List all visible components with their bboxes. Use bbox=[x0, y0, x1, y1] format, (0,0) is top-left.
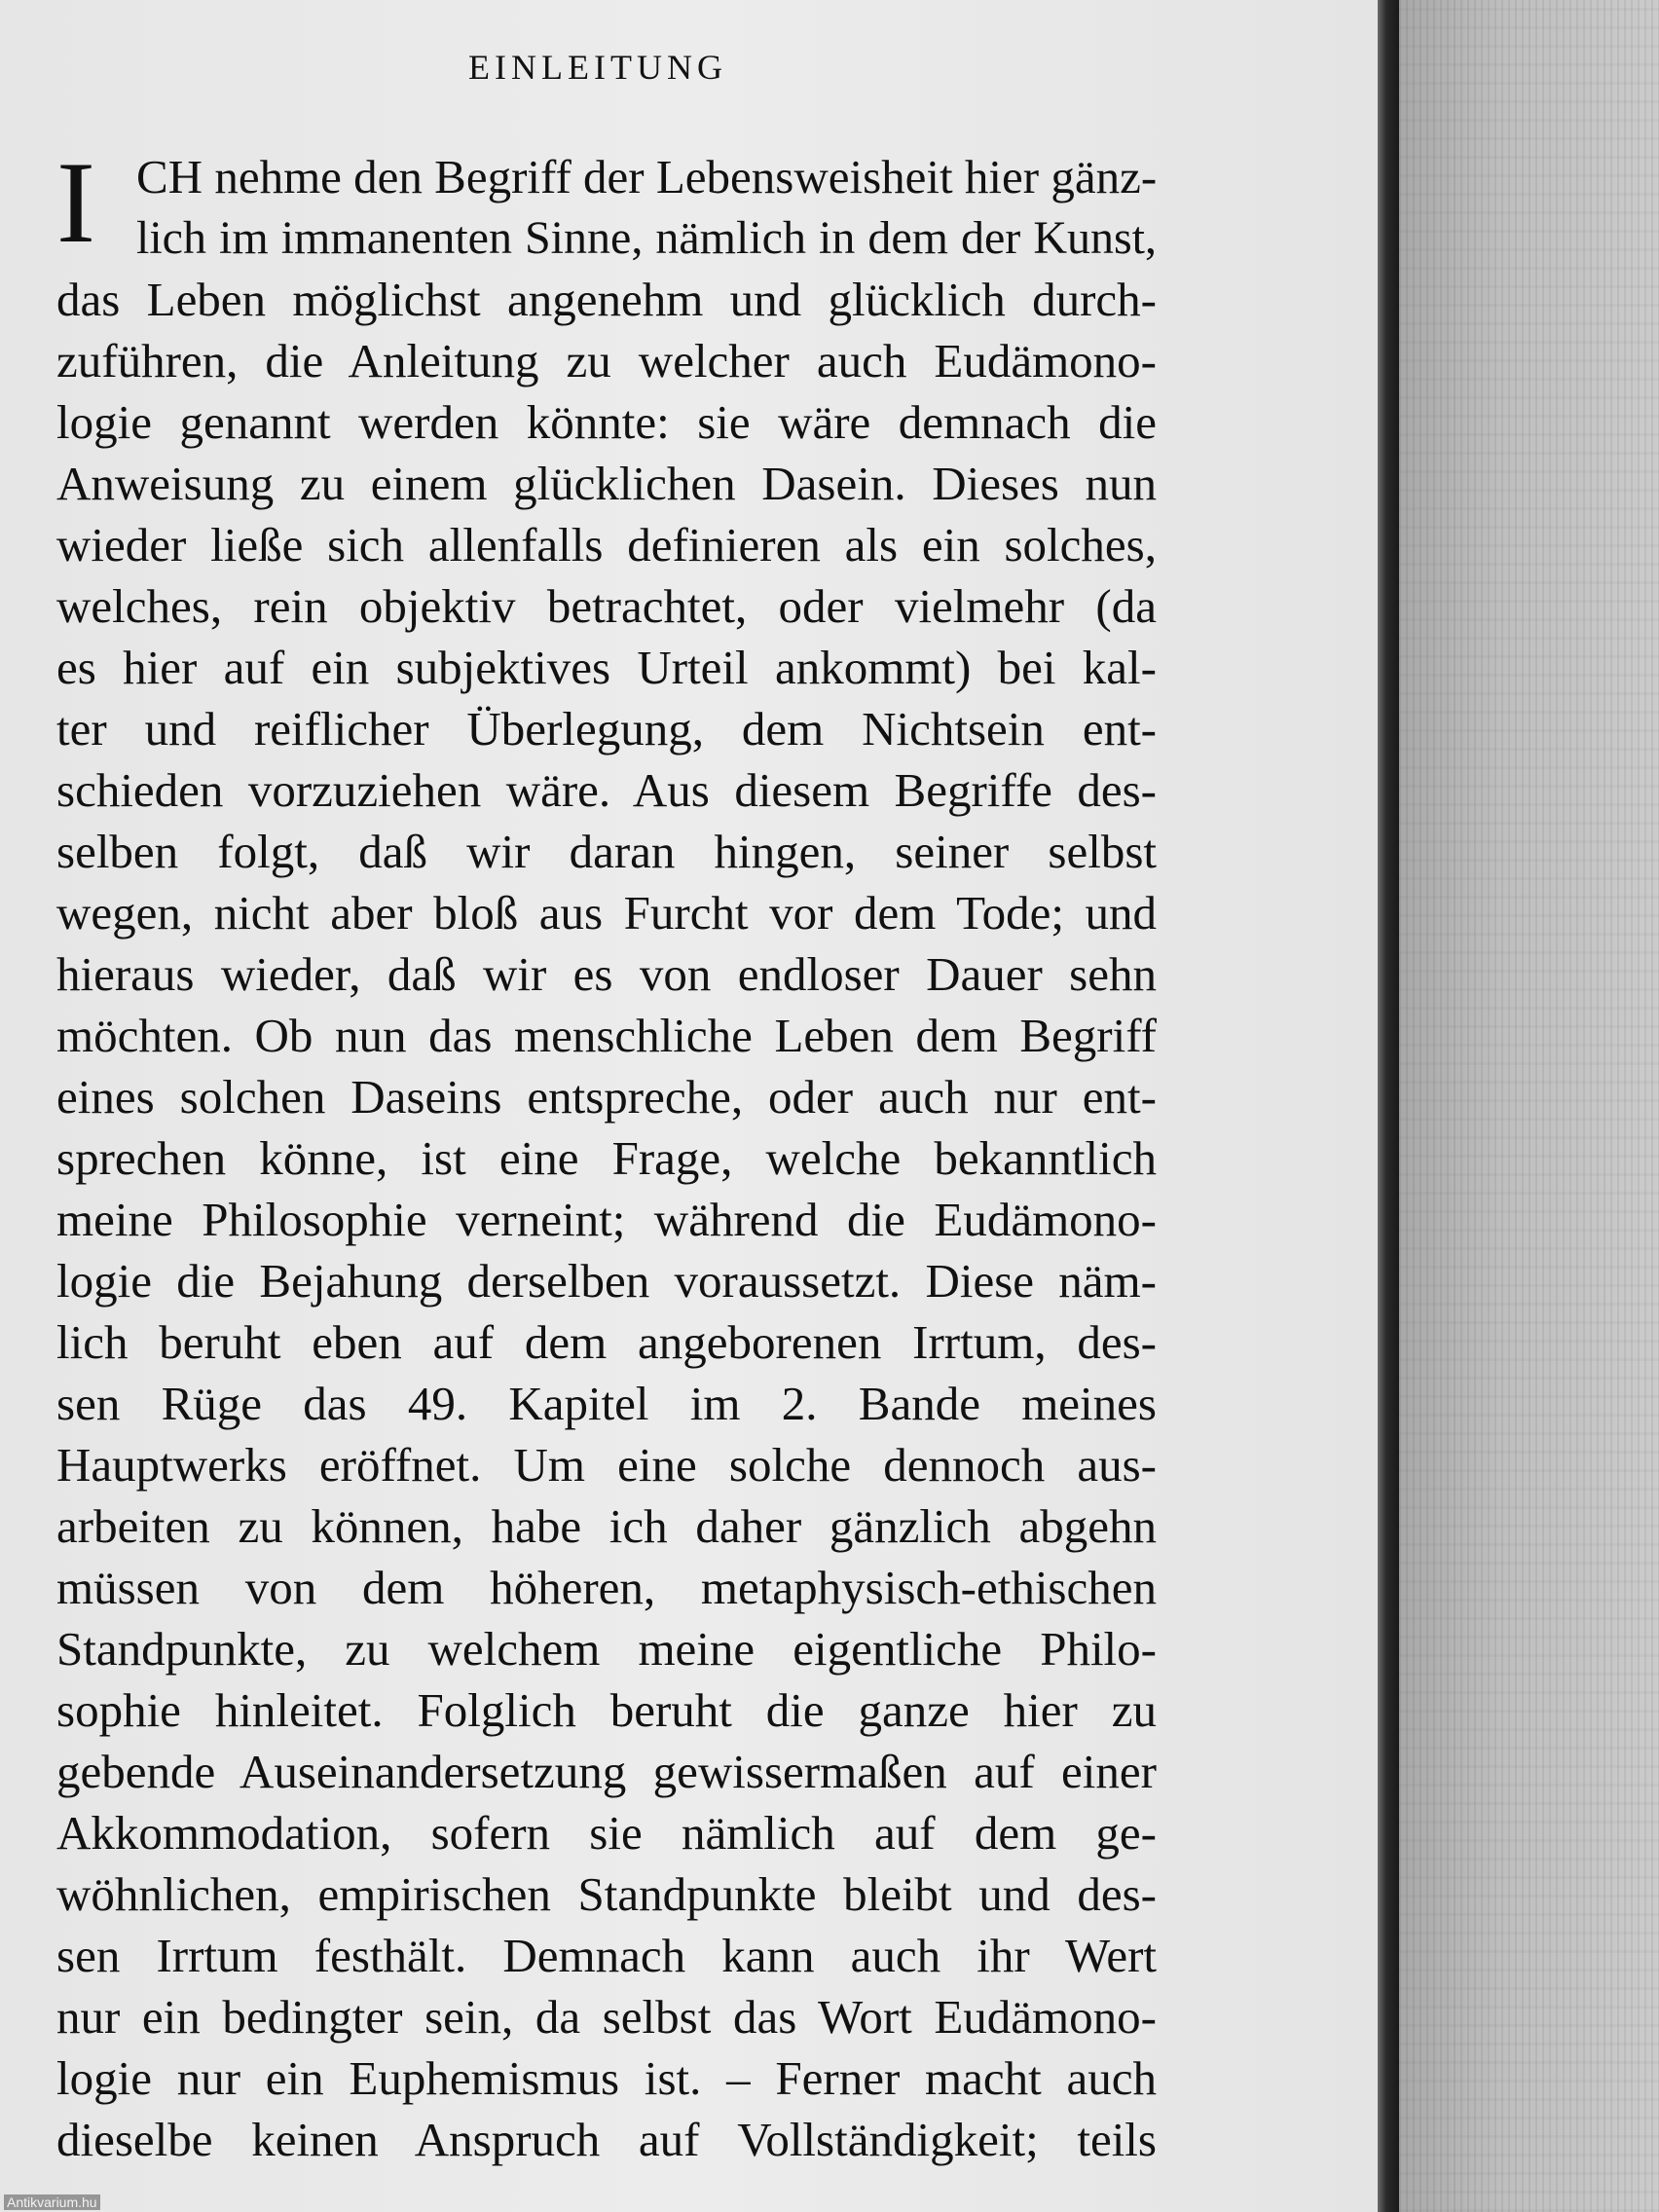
text-line: Hauptwerks eröffnet. Um eine solche dennoch aus- bbox=[56, 1438, 1157, 1492]
text-line: logie genannt werden könnte: sie wäre demnach die bbox=[56, 395, 1157, 449]
text-line: es hier auf ein subjektives Urteil ankommt) bei kal- bbox=[56, 641, 1157, 694]
text-line: lich beruht eben auf dem angeborenen Irrtum, des- bbox=[56, 1315, 1157, 1369]
text-line: hieraus wieder, daß wir es von endloser Dauer sehn bbox=[56, 947, 1157, 1001]
text-line: eines solchen Daseins entspreche, oder auch nur ent- bbox=[56, 1070, 1157, 1124]
text-line: zuführen, die Anleitung zu welcher auch Eudämono- bbox=[56, 334, 1157, 387]
text-line: lich im immanenten Sinne, nämlich in dem der Kunst, bbox=[136, 212, 1157, 264]
text-line: dieselbe keinen Anspruch auf Vollständigkeit; teils bbox=[56, 2113, 1157, 2166]
text-line: sen Irrtum festhält. Demnach kann auch ihr Wert bbox=[56, 1929, 1157, 1982]
book-spine-edge bbox=[1378, 0, 1399, 2212]
text-line: CH nehme den Begriff der Lebensweisheit hier gänz- bbox=[136, 150, 1158, 203]
text-line: nur ein bedingter sein, da selbst das Wort Eudämono- bbox=[56, 1990, 1157, 2044]
text-line: wegen, nicht aber bloß aus Furcht vor dem Tode; und bbox=[56, 886, 1157, 940]
text-line: meine Philosophie verneint; während die Eudämono- bbox=[56, 1193, 1157, 1246]
wood-background bbox=[1399, 0, 1659, 2212]
text-line: das Leben möglichst angenehm und glücklich durch- bbox=[56, 273, 1157, 326]
chapter-heading: EINLEITUNG bbox=[468, 48, 727, 87]
text-line: möchten. Ob nun das menschliche Leben dem Begriff bbox=[56, 1009, 1157, 1062]
text-line: logie die Bejahung derselben voraussetzt. Diese näm- bbox=[56, 1254, 1157, 1308]
text-line: logie nur ein Euphemismus ist. – Ferner macht auch bbox=[56, 2051, 1157, 2105]
text-line: sprechen könne, ist eine Frage, welche bekanntlich bbox=[56, 1131, 1157, 1185]
drop-cap: I bbox=[56, 137, 95, 267]
text-line: müssen von dem höheren, metaphysisch-ethischen bbox=[56, 1561, 1157, 1614]
text-line: sophie hinleitet. Folglich beruht die ganze hier zu bbox=[56, 1683, 1157, 1737]
text-line: ter und reiflicher Überlegung, dem Nichtsein ent- bbox=[56, 702, 1157, 756]
text-line: wöhnlichen, empirischen Standpunkte bleibt und des- bbox=[56, 1867, 1157, 1921]
text-line: selben folgt, daß wir daran hingen, seiner selbst bbox=[56, 825, 1157, 878]
text-line: Anweisung zu einem glücklichen Dasein. Dieses nun bbox=[56, 457, 1157, 510]
text-line: arbeiten zu können, habe ich daher gänzlich abgehn bbox=[56, 1499, 1157, 1553]
body-text bbox=[56, 137, 1158, 2170]
text-line: gebende Auseinandersetzung gewissermaßen auf einer bbox=[56, 1745, 1157, 1798]
text-line: Akkommodation, sofern sie nämlich auf dem ge- bbox=[56, 1806, 1157, 1860]
text-line: wieder ließe sich allenfalls definieren als ein solches, bbox=[56, 518, 1157, 571]
text-line: sen Rüge das 49. Kapitel im 2. Bande meines bbox=[56, 1377, 1157, 1430]
watermark: Antikvarium.hu bbox=[4, 2194, 100, 2210]
text-line: welches, rein objektiv betrachtet, oder vielmehr (da bbox=[56, 579, 1157, 633]
text-line: schieden vorzuziehen wäre. Aus diesem Begriffe des- bbox=[56, 763, 1157, 817]
text-line: Standpunkte, zu welchem meine eigentliche Philo- bbox=[56, 1622, 1157, 1676]
